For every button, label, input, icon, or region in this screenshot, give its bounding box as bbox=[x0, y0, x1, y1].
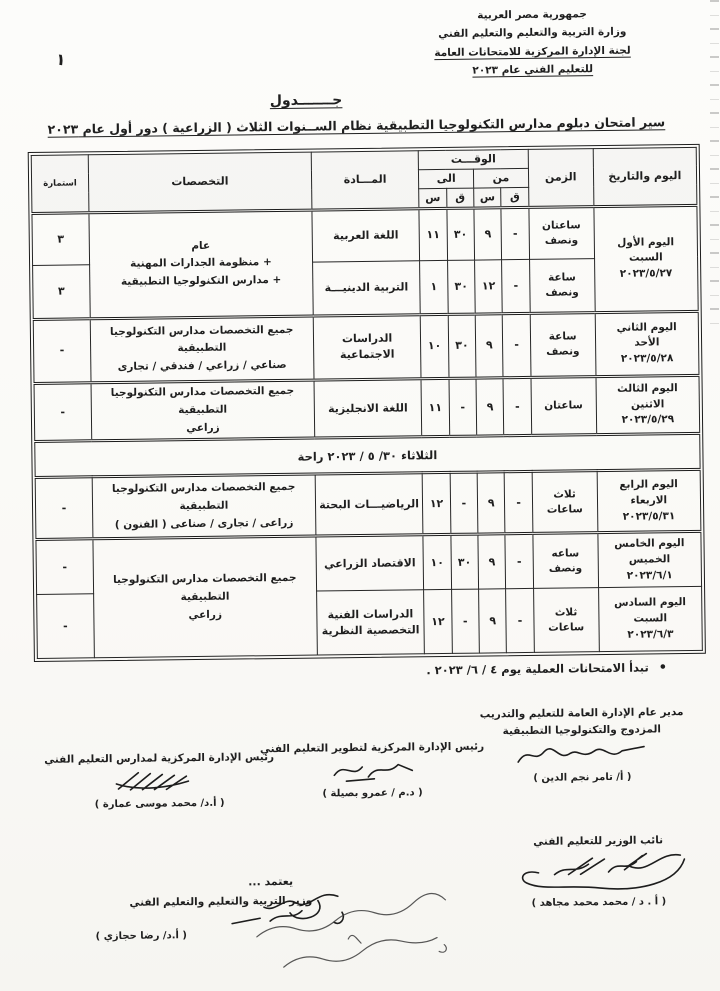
day-date: ٢٠٢٣/٦/١ bbox=[626, 568, 673, 582]
letterhead bbox=[377, 4, 688, 81]
signature-block-development-head bbox=[256, 738, 489, 803]
from-hr-cell: ٩ bbox=[475, 314, 503, 378]
subject-cell: الدراسات الفنية التخصصية النظرية bbox=[316, 590, 424, 655]
to-hr-cell: ١١ bbox=[421, 378, 449, 437]
form-cell: - bbox=[35, 477, 93, 540]
to-hr-cell: ١٠ bbox=[423, 535, 451, 590]
col-header-subject: المـــادة bbox=[311, 151, 419, 210]
from-hr-cell: ٩ bbox=[479, 589, 507, 653]
signature-block-deputy-minister bbox=[483, 832, 714, 913]
signature-title: نائب الوزير للتعليم الفني bbox=[533, 834, 664, 848]
duration-cell: ساعتان bbox=[531, 376, 597, 435]
to-min-cell: ٣٠ bbox=[447, 260, 475, 314]
form-cell: ٣ bbox=[32, 213, 89, 266]
subject-cell: اللغة العربية bbox=[312, 209, 420, 262]
signature-name: ( أ . د / محمد محمد مجاهد ) bbox=[531, 896, 667, 909]
from-min-cell: - bbox=[505, 472, 533, 534]
specializations-cell: جميع التخصصات مدارس التكنولوجيا التطبيقية زراعى / تجارى / صناعى ( الفنون ) bbox=[92, 474, 316, 539]
from-min-cell: - bbox=[501, 207, 529, 259]
day-weekday: الاثنين bbox=[630, 397, 665, 411]
from-min-cell: - bbox=[502, 259, 530, 313]
signature-block-schools-head bbox=[38, 749, 281, 814]
specializations-cell: عام + منظومة الجدارات المهنية + مدارس التكنولوجيا التطبيقية bbox=[89, 210, 313, 319]
col-header-time: الوقـــت bbox=[419, 149, 529, 169]
day-weekday: الخميس bbox=[628, 553, 671, 566]
document-subtitle: سير امتحان دبلوم مدارس التكنولوجيا التطبيقية نظام الســنوات الثلاث ( الزراعية ) دور أول عام ٢٠٢٣ bbox=[47, 114, 666, 137]
signature-title: مدير عام الإدارة العامة للتعليم والتدريب bbox=[479, 706, 684, 721]
col-header-from-minutes: ق bbox=[501, 187, 529, 207]
to-hr-cell: ١ bbox=[420, 260, 448, 314]
table-row bbox=[32, 205, 698, 265]
day-cell bbox=[598, 587, 702, 652]
page-number: ١ bbox=[54, 49, 68, 70]
from-min-cell: - bbox=[505, 534, 533, 589]
subject-cell: التربية الدينيـــة bbox=[312, 261, 420, 316]
letterhead-committee: لجنة الإدارة المركزية للامتحانات العامة bbox=[434, 44, 631, 59]
day-date: ٢٠٢٣/٥/٢٨ bbox=[620, 352, 674, 365]
subject-cell: الدراسات الاجتماعية bbox=[313, 315, 421, 380]
col-header-from-hours: س bbox=[474, 188, 502, 208]
signature-scribble-icon bbox=[508, 849, 689, 895]
subject-cell: اللغة الانجليزية bbox=[314, 379, 422, 439]
exam-schedule-table bbox=[31, 147, 703, 659]
col-header-to-hours: س bbox=[419, 188, 447, 208]
signature-title: المزدوج والتكنولوجيا التطبيقية bbox=[502, 723, 662, 738]
signature-name: ( أ.د/ محمد موسى عمارة ) bbox=[94, 797, 225, 811]
day-name: اليوم الرابع bbox=[619, 478, 678, 492]
from-hr-cell: ٩ bbox=[477, 472, 505, 534]
duration-cell: ساعه ونصف bbox=[533, 533, 599, 589]
col-header-to: الى bbox=[419, 169, 474, 189]
subject-cell: الاقتصاد الزراعي bbox=[316, 535, 424, 591]
rest-day-cell: الثلاثاء ٣٠/ ٥ / ٢٠٢٣ راحة bbox=[35, 434, 700, 478]
note-text: تبدأ الامتحانات العملية يوم ٤ / ٦/ ٢٠٢٣ . bbox=[426, 660, 649, 678]
form-cell: - bbox=[37, 594, 95, 659]
signature-title: رئيس الإدارة المركزية لتطوير التعليم الفني bbox=[259, 740, 485, 756]
signature-scribble-icon bbox=[326, 756, 418, 785]
form-cell: ٣ bbox=[33, 265, 90, 320]
to-hr-cell: ١١ bbox=[419, 208, 447, 260]
document-title: جـــــــدول bbox=[269, 92, 343, 110]
approval-label: يعتمد ... bbox=[248, 874, 294, 889]
specializations-cell: جميع التخصصات مدارس التكنولوجيا التطبيقية صناعي / زراعي / فندقي / تجارى bbox=[90, 316, 314, 383]
day-date: ٢٠٢٣/٥/٢٧ bbox=[619, 267, 673, 281]
from-min-cell: - bbox=[503, 313, 531, 377]
form-cell: - bbox=[36, 539, 93, 595]
signature-scribble-icon bbox=[512, 738, 652, 770]
from-hr-cell: ٩ bbox=[478, 534, 506, 589]
duration-cell: ثلاث ساعات bbox=[533, 588, 599, 653]
day-cell bbox=[595, 311, 699, 376]
table-row bbox=[36, 532, 702, 595]
day-name: اليوم الثاني bbox=[616, 320, 677, 334]
day-weekday: السبت bbox=[628, 251, 663, 265]
subject-cell: الرياضيـــات البحتة bbox=[315, 473, 423, 536]
day-weekday: الاربعاء bbox=[630, 494, 668, 507]
to-hr-cell: ١٢ bbox=[422, 473, 450, 535]
bullet-icon: • bbox=[658, 660, 668, 676]
col-header-form: استمارة bbox=[31, 155, 89, 214]
day-name: اليوم الخامس bbox=[614, 537, 685, 551]
exam-schedule-table-frame bbox=[28, 144, 706, 663]
to-hr-cell: ١٠ bbox=[421, 314, 449, 378]
from-hr-cell: ١٢ bbox=[475, 260, 503, 314]
day-cell bbox=[598, 532, 702, 588]
day-date: ٢٠٢٣/٥/٣١ bbox=[622, 509, 676, 523]
specializations-cell: جميع التخصصات مدارس التكنولوجيا التطبيقية زراعي bbox=[91, 380, 315, 441]
day-date: ٢٠٢٣/٥/٢٩ bbox=[621, 413, 675, 427]
form-cell: - bbox=[34, 383, 92, 442]
approval-title: وزير التربية والتعليم والتعليم الفني bbox=[129, 894, 313, 909]
duration-cell: ثلاث ساعات bbox=[532, 471, 598, 534]
letterhead-year: للتعليم الفني عام ٢٠٢٣ bbox=[472, 63, 594, 77]
letterhead-country: جمهورية مصر العربية bbox=[477, 8, 588, 22]
signature-scribble-icon bbox=[104, 767, 214, 796]
col-header-day-date: اليوم والتاريخ bbox=[593, 147, 697, 206]
day-cell bbox=[597, 470, 701, 533]
table-row bbox=[33, 311, 699, 383]
to-min-cell: - bbox=[450, 472, 478, 534]
day-cell bbox=[594, 205, 699, 312]
day-name: اليوم السادس bbox=[614, 596, 687, 610]
specializations-cell: جميع التخصصات مدارس التكنولوجيا التطبيقية زراعي bbox=[93, 536, 317, 658]
col-header-duration: الزمن bbox=[528, 149, 594, 208]
to-min-cell: ٣٠ bbox=[451, 534, 479, 589]
day-cell bbox=[596, 375, 700, 435]
day-weekday: السبت bbox=[633, 612, 668, 625]
to-min-cell: - bbox=[451, 589, 479, 653]
col-header-to-minutes: ق bbox=[446, 188, 474, 208]
to-min-cell: ٣٠ bbox=[448, 314, 476, 378]
day-name: اليوم الثالث bbox=[617, 382, 678, 395]
table-row bbox=[35, 470, 701, 540]
col-header-from: من bbox=[473, 168, 528, 188]
to-min-cell: ٣٠ bbox=[447, 208, 475, 260]
day-date: ٢٠٢٣/٦/٣ bbox=[627, 627, 674, 641]
day-name: اليوم الأول bbox=[617, 235, 675, 249]
duration-cell: ساعتان ونصف bbox=[529, 206, 595, 259]
from-min-cell: - bbox=[506, 589, 534, 653]
from-min-cell: - bbox=[503, 377, 531, 436]
day-weekday: الأحد bbox=[634, 336, 660, 350]
table-row bbox=[34, 375, 700, 442]
signature-name: ( أ/ تامر نجم الدين ) bbox=[533, 771, 632, 784]
practical-exams-note bbox=[426, 660, 667, 678]
from-hr-cell: ٩ bbox=[474, 208, 502, 260]
signature-name: ( د.م / عمرو بصيلة ) bbox=[322, 787, 423, 800]
letterhead-ministry: وزارة التربية والتعليم والتعليم الفني bbox=[438, 26, 627, 41]
from-hr-cell: ٩ bbox=[476, 378, 504, 437]
duration-cell: ساعة ونصف bbox=[530, 312, 596, 377]
signature-title: رئيس الإدارة المركزية لمدارس التعليم الفني bbox=[44, 751, 275, 766]
to-hr-cell: ١٢ bbox=[424, 590, 452, 654]
form-cell: - bbox=[33, 319, 91, 384]
duration-cell: ساعة ونصف bbox=[529, 258, 595, 313]
to-min-cell: - bbox=[449, 378, 477, 437]
approval-name: ( أ.د/ رضا حجازي ) bbox=[95, 930, 188, 943]
col-header-specializations: التخصصات bbox=[88, 152, 312, 213]
